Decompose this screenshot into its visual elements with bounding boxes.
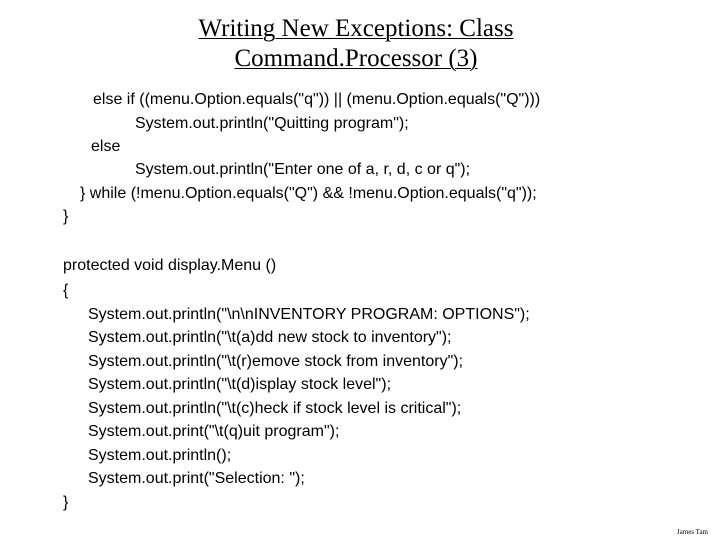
code-line: System.out.print("Selection: "); bbox=[88, 470, 305, 487]
code-line: System.out.println("\t(d)isplay stock level"); bbox=[88, 376, 392, 393]
code-line: System.out.println("\t(a)dd new stock to inventory"); bbox=[88, 329, 452, 346]
code-line: { bbox=[63, 282, 69, 299]
code-line: } bbox=[63, 494, 69, 511]
code-line: protected void display.Menu () bbox=[63, 257, 277, 274]
title-line-1: Writing New Exceptions: Class bbox=[198, 15, 514, 42]
code-line: else bbox=[91, 138, 121, 155]
title-line-2: Command.Processor (3) bbox=[234, 45, 478, 72]
code-line: System.out.println("Quitting program"); bbox=[135, 115, 409, 132]
code-line: } while (!menu.Option.equals("Q") && !menu.Option.equals("q")); bbox=[80, 185, 537, 202]
code-line: System.out.println("\t(r)emove stock from inventory"); bbox=[88, 353, 464, 370]
slide-title bbox=[0, 14, 712, 74]
code-line: else if ((menu.Option.equals("q")) || (menu.Option.equals("Q"))) bbox=[93, 91, 541, 108]
code-line: System.out.println("\t(c)heck if stock level is critical"); bbox=[88, 400, 462, 417]
code-line: System.out.println("Enter one of a, r, d, c or q"); bbox=[135, 161, 471, 178]
code-line: } bbox=[63, 208, 69, 225]
code-line: System.out.println(); bbox=[88, 447, 232, 464]
code-line: System.out.print("\t(q)uit program"); bbox=[88, 423, 340, 440]
code-line: System.out.println("\n\nINVENTORY PROGRAM: OPTIONS"); bbox=[88, 306, 530, 323]
author-footer: James Tam bbox=[676, 528, 708, 536]
